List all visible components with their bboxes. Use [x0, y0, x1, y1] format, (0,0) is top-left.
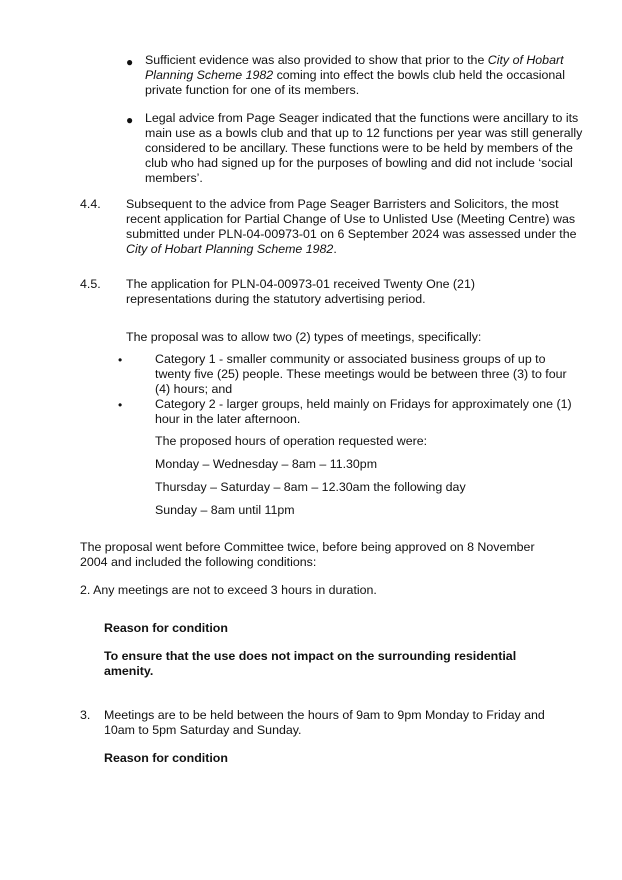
- proposal-intro: The proposal was to allow two (2) types of meetings, specifically:: [126, 330, 482, 344]
- condition-2-reason-text: To ensure that the use does not impact on the surrounding residential amenity.: [104, 649, 517, 678]
- hours-intro: The proposed hours of operation requested were:: [155, 434, 428, 448]
- hours-line: Monday – Wednesday – 8am – 11.30pm: [155, 457, 378, 471]
- section-4-4-paragraph: Subsequent to the advice from Page Seager Barristers and Solicitors, the most recent application for Partial Change of Use to Unlisted Use (Meeting Centre) was submitted under PLN-04-00973-01 on 6 September 2024 was assessed under the City of Hobart Planning Scheme 1982.: [126, 197, 577, 256]
- category-bullet-marker: •: [118, 398, 123, 412]
- category-bullet-marker: •: [118, 353, 123, 367]
- condition-2-text: 2. Any meetings are not to exceed 3 hours in duration.: [80, 583, 377, 597]
- bullet-marker: ●: [126, 113, 134, 127]
- condition-3-reason-heading: Reason for condition: [104, 751, 228, 765]
- section-number-4-4: 4.4.: [80, 197, 101, 211]
- category-1-item: Category 1 - smaller community or associated business groups of up to twenty five (25) people. These meetings would be between three (3) to four (4) hours; and: [155, 352, 567, 396]
- bullet-paragraph-evidence: Sufficient evidence was also provided to show that prior to the City of Hobart Planning Scheme 1982 coming into effect the bowls club held the occasional private function for one of its members.: [145, 53, 565, 97]
- condition-3-number: 3.: [80, 708, 91, 722]
- hours-line: Thursday – Saturday – 8am – 12.30am the following day: [155, 480, 466, 494]
- bullet-marker: ●: [126, 55, 134, 69]
- planning-scheme-title: City of Hobart Planning Scheme 1982: [145, 53, 564, 82]
- category-2-item: Category 2 - larger groups, held mainly on Fridays for approximately one (1) hour in the later afternoon.: [155, 397, 572, 426]
- bullet-paragraph-legal-advice: Legal advice from Page Seager indicated that the functions were ancillary to its main use as a bowls club and that up to 12 functions per year was still generally considered to be ancillary. These functions were to be held by members of the club who had signed up for the purposes of bowling and did not include ‘social members’.: [145, 111, 583, 185]
- section-number-4-5: 4.5.: [80, 277, 101, 291]
- committee-paragraph: The proposal went before Committee twice, before being approved on 8 November 2004 and included the following conditions:: [80, 540, 535, 569]
- condition-3-text: Meetings are to be held between the hours of 9am to 9pm Monday to Friday and 10am to 5pm Saturday and Sunday.: [104, 708, 545, 737]
- condition-2-reason-heading: Reason for condition: [104, 621, 228, 635]
- planning-scheme-title: City of Hobart Planning Scheme 1982: [126, 242, 334, 256]
- section-4-5-paragraph: The application for PLN-04-00973-01 received Twenty One (21) representations during the statutory advertising period.: [126, 277, 475, 306]
- hours-line: Sunday – 8am until 11pm: [155, 503, 295, 517]
